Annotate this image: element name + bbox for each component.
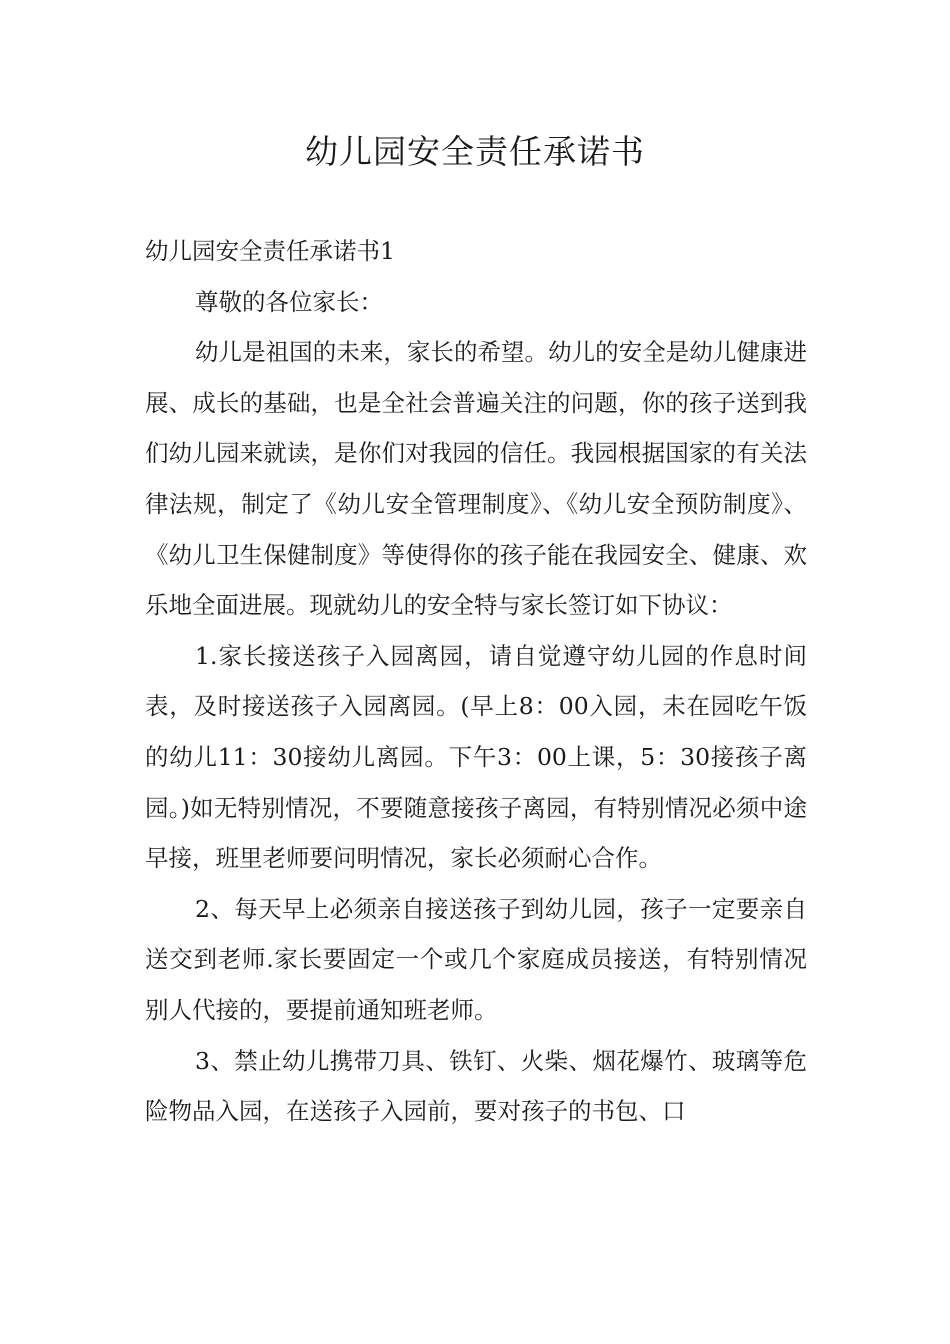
paragraph-item-1: 1.家长接送孩子入园离园，请自觉遵守幼儿园的作息时间表，及时接送孩子入园离园。(早上8：00入园，未在园吃午饭的幼儿11：30接幼儿离园。下午3：00上课，5：30接孩子离园。)如无特别情况，不要随意接孩子离园，有特别情况必须中途早接，班里老师要问明情况，家长必须耐心合作。 [145,641,807,873]
salutation: 尊敬的各位家长： [195,287,383,316]
document-body [145,226,807,1137]
paragraph-intro: 幼儿是祖国的未来，家长的希望。幼儿的安全是幼儿健康进展、成长的基础，也是全社会普遍关注的问题，你的孩子送到我们幼儿园来就读，是你们对我园的信任。我园根据国家的有关法律法规，制定了《幼儿安全管理制度》、《幼儿安全预防制度》、《幼儿卫生保健制度》等使得你的孩子能在我园安全、健康、欢乐地全面进展。现就幼儿的安全特与家长签订如下协议： [145,338,807,620]
document-title: 幼儿园安全责任承诺书 [305,132,645,171]
paragraph-item-2: 2、每天早上必须亲自接送孩子到幼儿园，孩子一定要亲自送交到老师.家长要固定一个或几个家庭成员接送，有特别情况别人代接的，要提前通知班老师。 [145,894,807,1024]
section-heading: 幼儿园安全责任承诺书1 [145,237,395,265]
paragraph-item-3: 3、禁止幼儿携带刀具、铁钉、火柴、烟花爆竹、玻璃等危险物品入园，在送孩子入园前，要对孩子的书包、口 [145,1046,807,1126]
